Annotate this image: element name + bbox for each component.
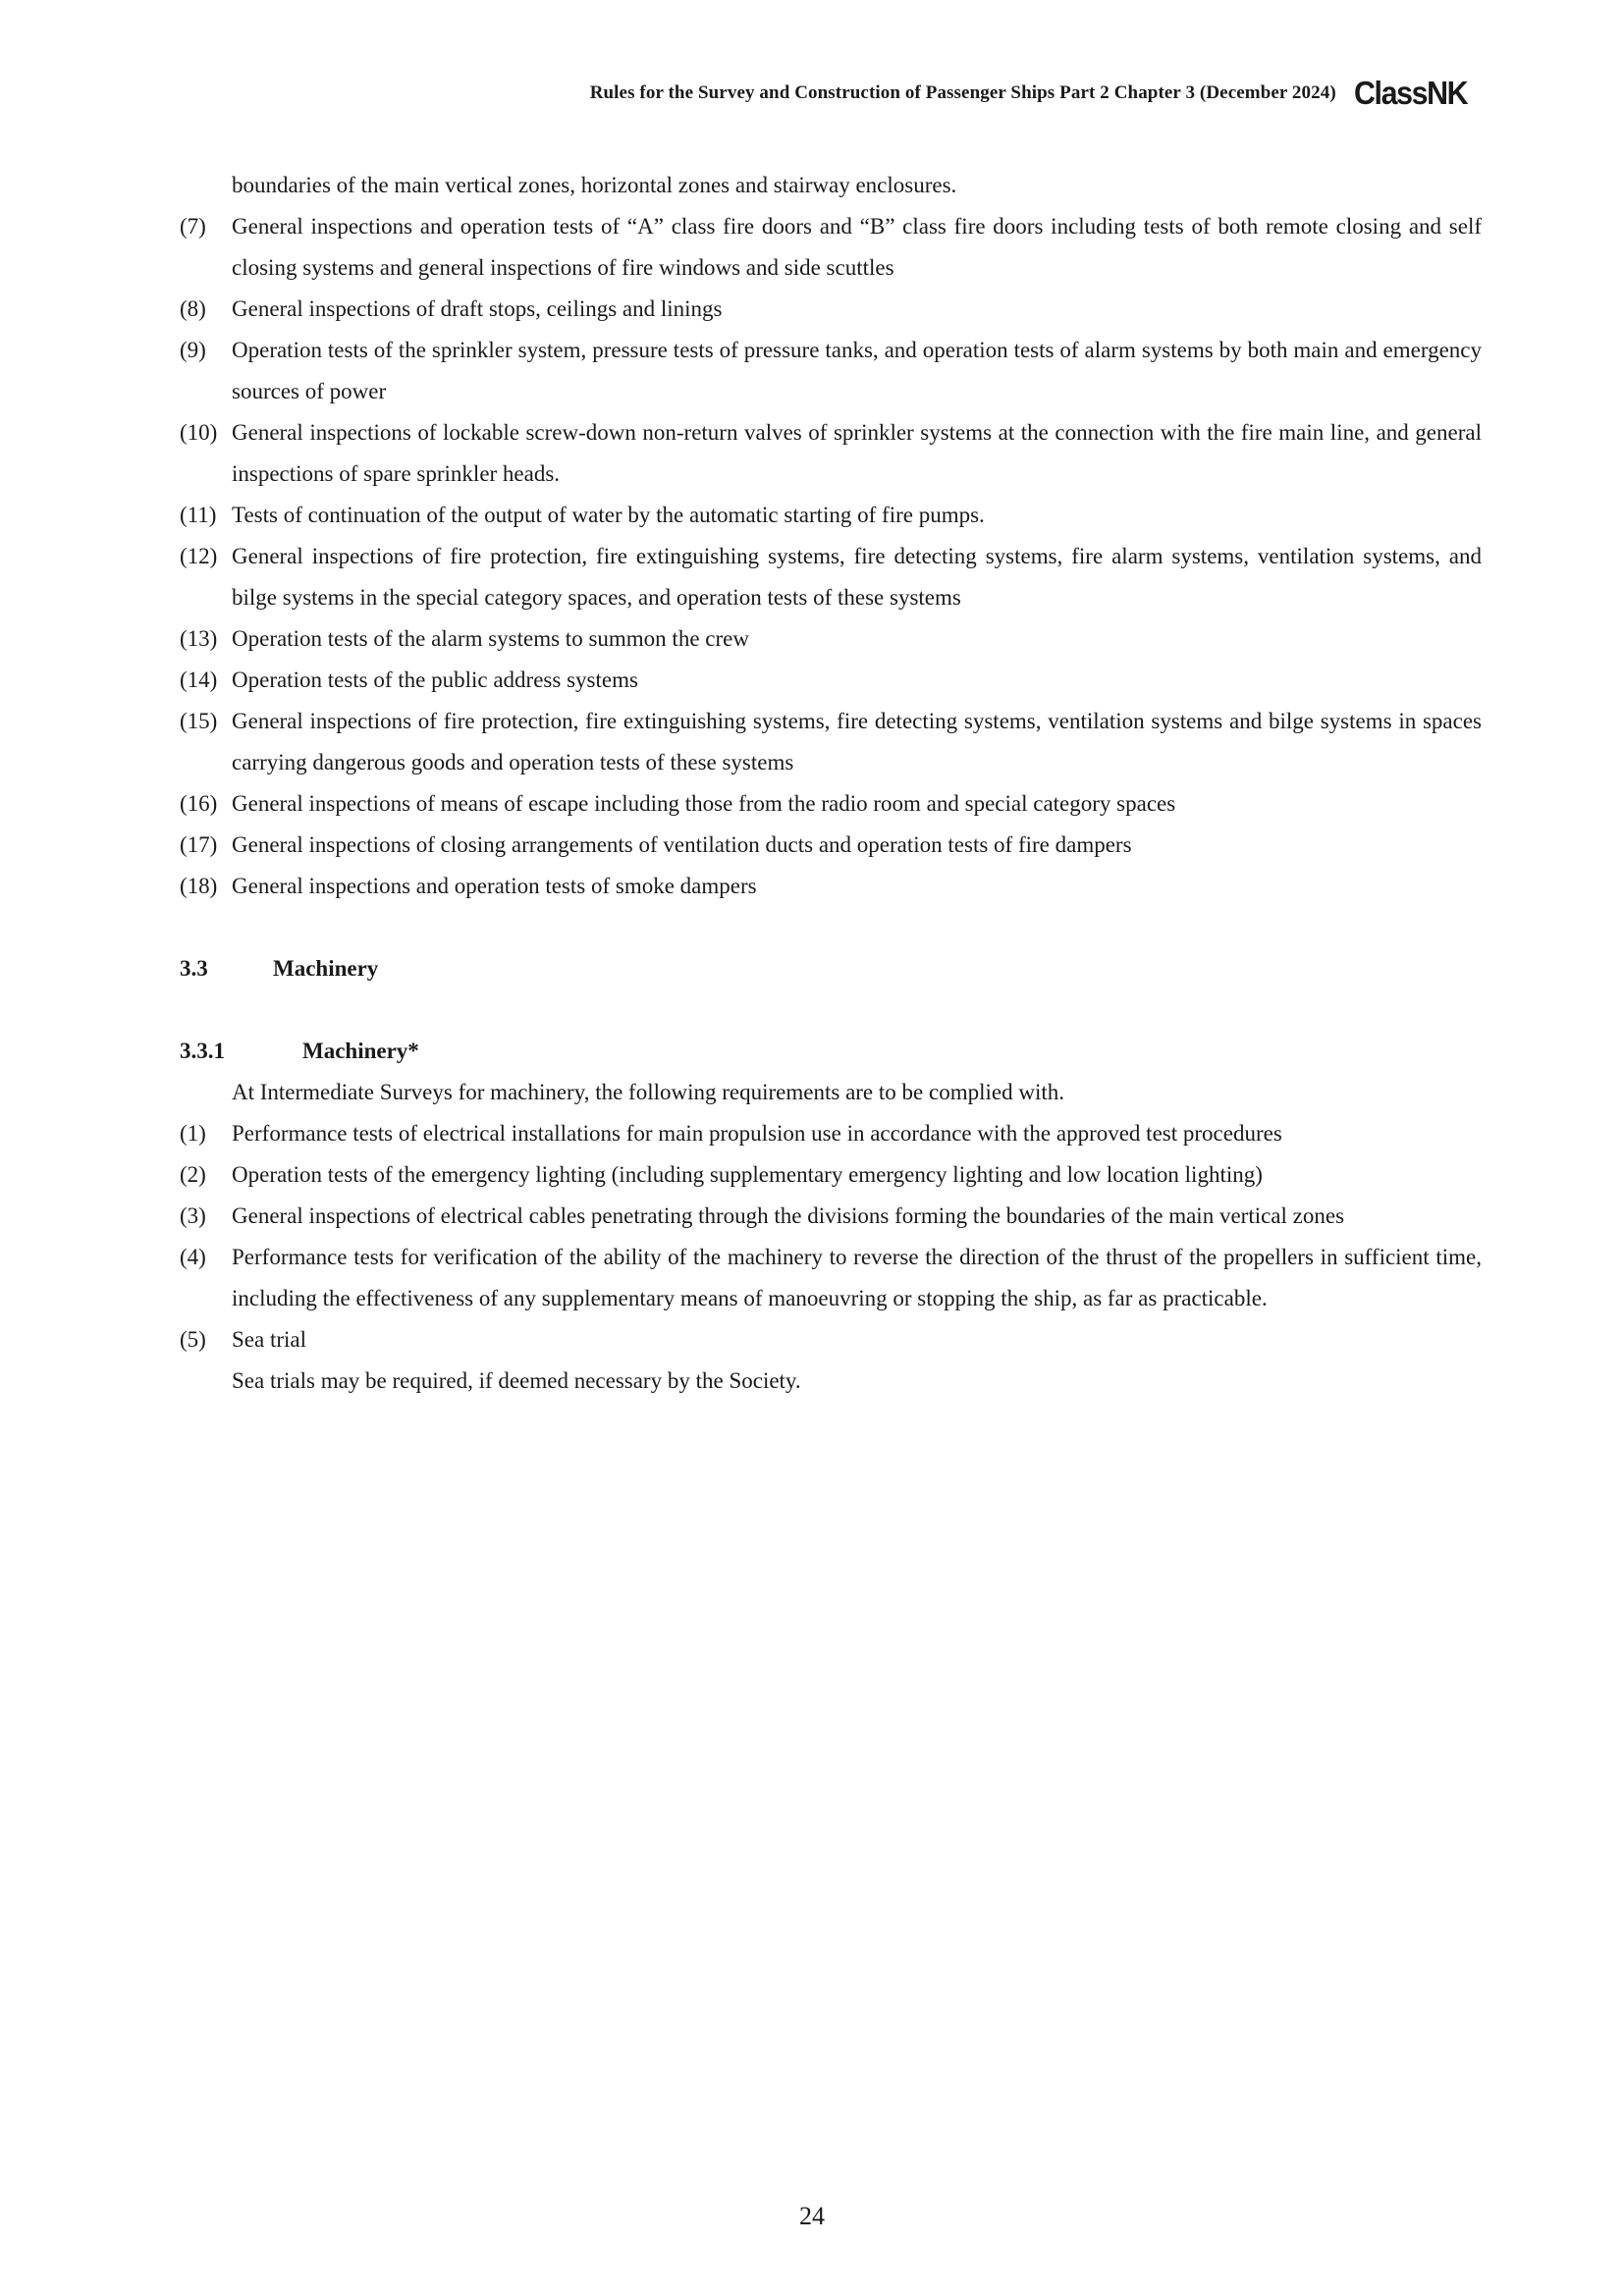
list-item-number: (17) (180, 832, 218, 857)
list-item (180, 412, 1482, 495)
list-item-text: General inspections of means of escape including those from the radio room and special category spaces (232, 791, 1176, 816)
list-item-number: (8) (180, 296, 206, 321)
list-item-number: (7) (180, 214, 206, 239)
list-item (180, 289, 1482, 330)
list-item (180, 825, 1482, 866)
subsection-number: 3.3.1 (180, 1039, 225, 1063)
list-item-text: Sea trial (232, 1327, 306, 1352)
list-item (180, 1196, 1482, 1237)
list-item (180, 1154, 1482, 1196)
list-item-text: Tests of continuation of the output of water by the automatic starting of fire pumps. (232, 503, 985, 527)
list-item (180, 536, 1482, 618)
list-item (180, 783, 1482, 825)
list-item (180, 701, 1482, 783)
fire-safety-list (180, 206, 1482, 907)
list-item-text: Operation tests of the sprinkler system, pressure tests of pressure tanks, and operation tests of alarm systems by both main and emergency sources of power (232, 338, 1482, 403)
subsection-title: Machinery* (302, 1039, 419, 1063)
subsection-heading (180, 1031, 1482, 1072)
list-item-number: (11) (180, 503, 217, 527)
list-item-text: Operation tests of the emergency lighting (including supplementary emergency lighting and low location lighting) (232, 1162, 1263, 1187)
list-item (180, 1237, 1482, 1319)
list-item-number: (18) (180, 874, 218, 898)
classnk-logo: ClassNK (1353, 75, 1467, 111)
list-item (180, 1113, 1482, 1154)
list-item-number: (5) (180, 1327, 206, 1352)
section-number: 3.3 (180, 956, 208, 981)
list-item-text: General inspections of draft stops, ceilings and linings (232, 296, 723, 321)
machinery-list (180, 1113, 1482, 1361)
page-content (180, 165, 1482, 1402)
list-item-number: (15) (180, 709, 218, 733)
list-item-text: General inspections of closing arrangements of ventilation ducts and operation tests of fire dampers (232, 832, 1132, 857)
list-item-text: Operation tests of the public address systems (232, 667, 638, 692)
list-item-number: (4) (180, 1245, 206, 1269)
list-item-number: (10) (180, 420, 218, 445)
section-heading (180, 948, 1482, 989)
list-item-number: (1) (180, 1121, 206, 1146)
list-item-number: (12) (180, 544, 218, 568)
list-item (180, 330, 1482, 412)
page-header (590, 77, 1477, 109)
list-item-text: General inspections of lockable screw-down non-return valves of sprinkler systems at the connection with the fire main line, and general inspections of spare sprinkler heads. (232, 420, 1482, 486)
list-item-text: General inspections and operation tests of “A” class fire doors and “B” class fire doors including tests of both remote closing and self closing systems and general inspections of fire windows and side scuttles (232, 214, 1482, 280)
list-item-number: (2) (180, 1162, 206, 1187)
list-item-number: (16) (180, 791, 218, 816)
list-item (180, 866, 1482, 907)
list-item-number: (14) (180, 667, 218, 692)
page-number: 24 (799, 2202, 825, 2230)
section-title: Machinery (273, 956, 379, 981)
header-title: Rules for the Survey and Construction of Passenger Ships Part 2 Chapter 3 (December 2024) (589, 81, 1336, 103)
list-item-text: General inspections of electrical cables penetrating through the divisions forming the boundaries of the main vertical zones (232, 1203, 1345, 1228)
list-item-text: General inspections of fire protection, fire extinguishing systems, fire detecting systems, fire alarm systems, ventilation systems, and bilge systems in the special category spaces, and operation tests of these systems (232, 544, 1482, 610)
subsection-intro: At Intermediate Surveys for machinery, the following requirements are to be complied with. (232, 1080, 1064, 1104)
list-item-number: (13) (180, 626, 218, 651)
list-item (180, 495, 1482, 536)
list-item (180, 618, 1482, 660)
list-item-text: General inspections and operation tests of smoke dampers (232, 874, 757, 898)
list-item (180, 660, 1482, 701)
list-item-text: Performance tests for verification of the ability of the machinery to reverse the direction of the thrust of the propellers in sufficient time, including the effectiveness of any supplementary means of manoeuvring or stopping the ship, as far as practicable. (232, 1245, 1482, 1310)
list-item-text: Operation tests of the alarm systems to summon the crew (232, 626, 749, 651)
list-item-number: (3) (180, 1203, 206, 1228)
list-item (180, 206, 1482, 289)
sea-trial-note: Sea trials may be required, if deemed necessary by the Society. (232, 1368, 801, 1393)
list-item-text: Performance tests of electrical installations for main propulsion use in accordance with the approved test procedures (232, 1121, 1282, 1146)
list-item (180, 1319, 1482, 1361)
list-item-number: (9) (180, 338, 206, 362)
continuation-text: boundaries of the main vertical zones, horizontal zones and stairway enclosures. (232, 173, 957, 197)
list-item-text: General inspections of fire protection, fire extinguishing systems, fire detecting systems, ventilation systems and bilge systems in spaces carrying dangerous goods and operation tests of these systems (232, 709, 1482, 774)
